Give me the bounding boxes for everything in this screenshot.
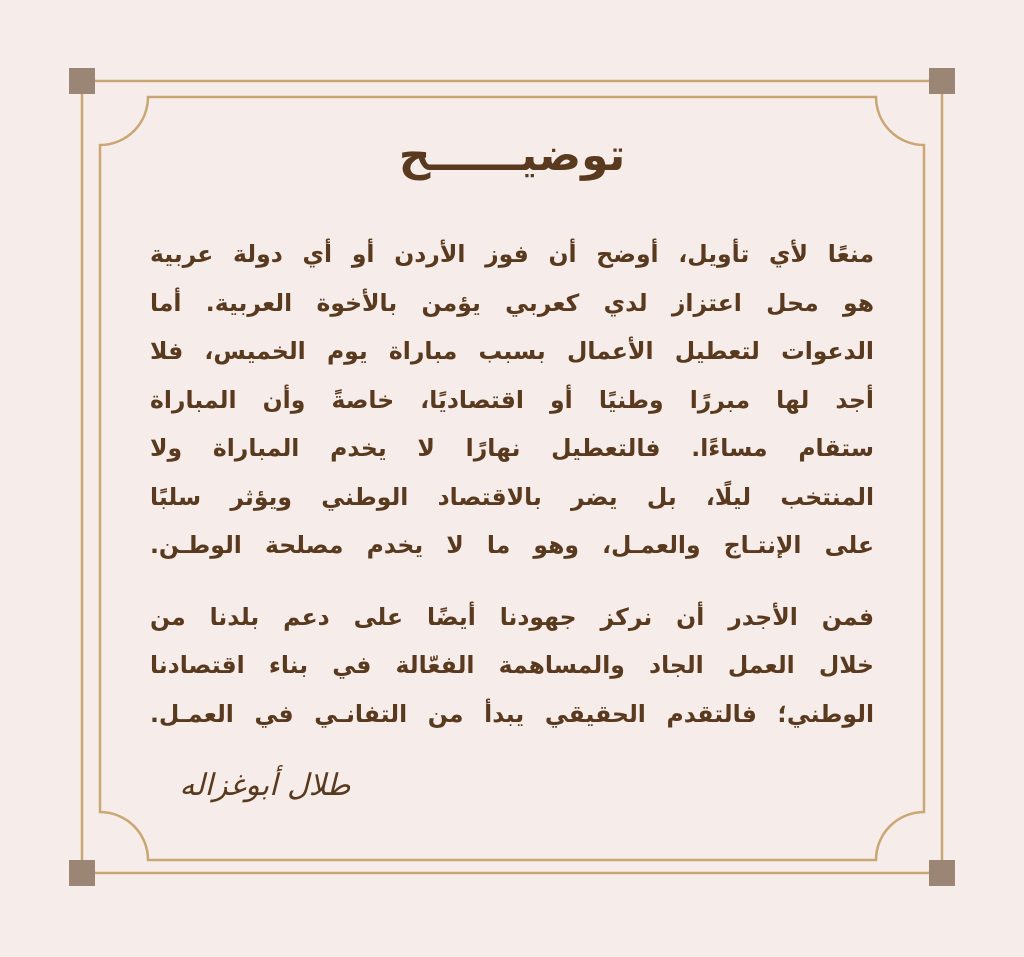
paragraph-line: أجد لها مبررًا وطنيًا أو اقتصاديًا، خاصةً وأن المباراة — [150, 385, 874, 414]
paragraph-line: هو محل اعتزاز لدي كعربي يؤمن بالأخوة العربية. أما — [150, 288, 874, 317]
corner-square-bottom-right — [929, 860, 955, 886]
paragraph-2 — [150, 593, 874, 739]
paragraph-line: ستقام مساءًا. فالتعطيل نهارًا لا يخدم المباراة ولا — [150, 434, 874, 462]
notice-title: توضيــــــح — [398, 130, 626, 181]
corner-square-bottom-left — [69, 860, 95, 886]
paragraph-line: الدعوات لتعطيل الأعمال بسبب مباراة يوم الخميس، فلا — [150, 337, 874, 365]
paragraph-1 — [150, 230, 874, 570]
corner-square-top-left — [69, 68, 95, 94]
paragraph-line: خلال العمل الجاد والمساهمة الفعّالة في بناء اقتصادنا — [150, 651, 874, 679]
paragraph-line: على الإنتـاج والعمـل، وهو ما لا يخدم مصلحة الوطـن. — [150, 531, 874, 559]
paragraph-line: فمن الأجدر أن نركز جهودنا أيضًا على دعم بلدنا من — [150, 602, 874, 631]
notice-body — [150, 230, 874, 738]
paragraph-line: المنتخب ليلًا، بل يضر بالاقتصاد الوطني ويؤثر سلبًا — [150, 482, 874, 511]
signature: طلال أبوغزاله — [179, 768, 351, 803]
paragraph-line: منعًا لأي تأويل، أوضح أن فوز الأردن أو أي دولة عربية — [150, 240, 874, 268]
corner-square-top-right — [929, 68, 955, 94]
paragraph-line: الوطني؛ فالتقدم الحقيقي يبدأ من التفانـي في العمـل. — [150, 699, 874, 728]
